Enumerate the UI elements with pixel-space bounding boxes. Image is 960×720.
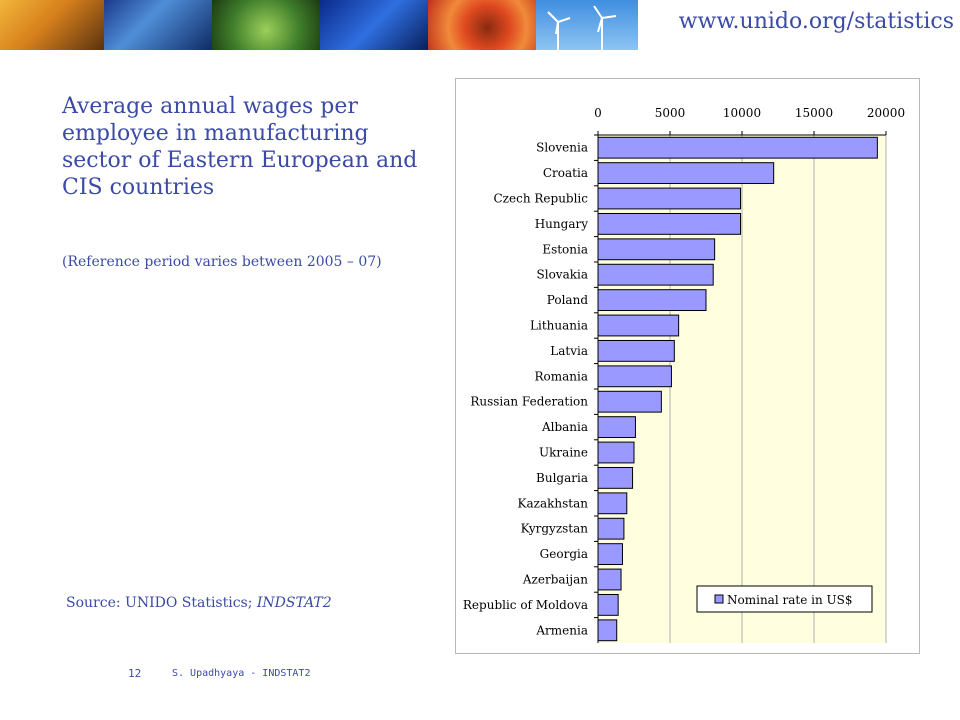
category-label: Kyrgyzstan [520,521,588,536]
source-note [66,595,332,611]
bar-slovenia [598,137,877,158]
bar-georgia [598,544,622,565]
wind-turbines-photo [536,0,638,50]
x-tick-label: 20000 [866,106,906,120]
slide-title: Average annual wages per employee in manufacturing sector of Eastern European and CIS countries [62,94,418,200]
bar-azerbaijan [598,569,621,590]
category-label: Hungary [534,216,588,231]
site-url[interactable]: www.unido.org/statistics [638,0,960,50]
category-label: Croatia [542,166,588,181]
bar-bulgaria [598,467,633,488]
page-number: 12 [128,667,142,680]
bar-kyrgyzstan [598,518,624,539]
bar-poland [598,290,706,311]
category-label: Republic of Moldova [462,597,588,612]
bar-lithuania [598,315,679,336]
source-prefix: Source: UNIDO Statistics; [66,595,257,611]
category-label: Armenia [536,623,588,638]
bar-albania [598,417,635,438]
category-label: Lithuania [530,318,588,333]
category-label: Czech Republic [493,191,588,206]
bar-slovakia [598,264,713,285]
x-tick-label: 0 [594,106,602,120]
chart-legend [697,586,872,612]
category-label: Estonia [542,242,588,257]
kite-silhouette-photo [0,0,104,50]
bar-latvia [598,340,674,361]
category-label: Bulgaria [536,470,588,485]
bar-hungary [598,213,741,234]
footer-author: S. Upadhyaya - INDSTAT2 [172,668,311,679]
category-label: Azerbaijan [522,572,588,587]
bar-czech-republic [598,188,741,209]
chart-frame [455,78,920,654]
wind-turbine-icon [536,0,638,50]
header-banner [0,0,960,50]
bar-russian-federation [598,391,661,412]
x-tick-label: 15000 [794,106,834,120]
source-name: INDSTAT2 [256,595,332,611]
leaf-photo [212,0,320,50]
bar-kazakhstan [598,493,627,514]
bar-croatia [598,163,774,184]
reference-period-note: (Reference period varies between 2005 – 07) [62,254,382,270]
x-tick-label: 5000 [654,106,686,120]
category-label: Albania [541,420,588,435]
bar-armenia [598,620,617,641]
bar-estonia [598,239,715,260]
legend-swatch [715,595,723,603]
category-label: Ukraine [539,445,588,460]
category-label: Poland [546,293,588,308]
bar-ukraine [598,442,634,463]
category-label: Russian Federation [470,394,588,409]
category-label: Georgia [539,547,588,562]
category-label: Romania [534,369,588,384]
x-tick-label: 10000 [722,106,762,120]
category-label: Slovakia [536,267,588,282]
category-label: Slovenia [536,140,588,155]
category-label: Kazakhstan [517,496,588,511]
bar-romania [598,366,671,387]
category-label: Latvia [550,343,588,358]
legend-label: Nominal rate in US$ [727,593,853,607]
circuit-photo [320,0,428,50]
bar-republic-of-moldova [598,594,618,615]
flower-photo [428,0,536,50]
test-tubes-photo [104,0,212,50]
wages-bar-chart [456,79,919,653]
